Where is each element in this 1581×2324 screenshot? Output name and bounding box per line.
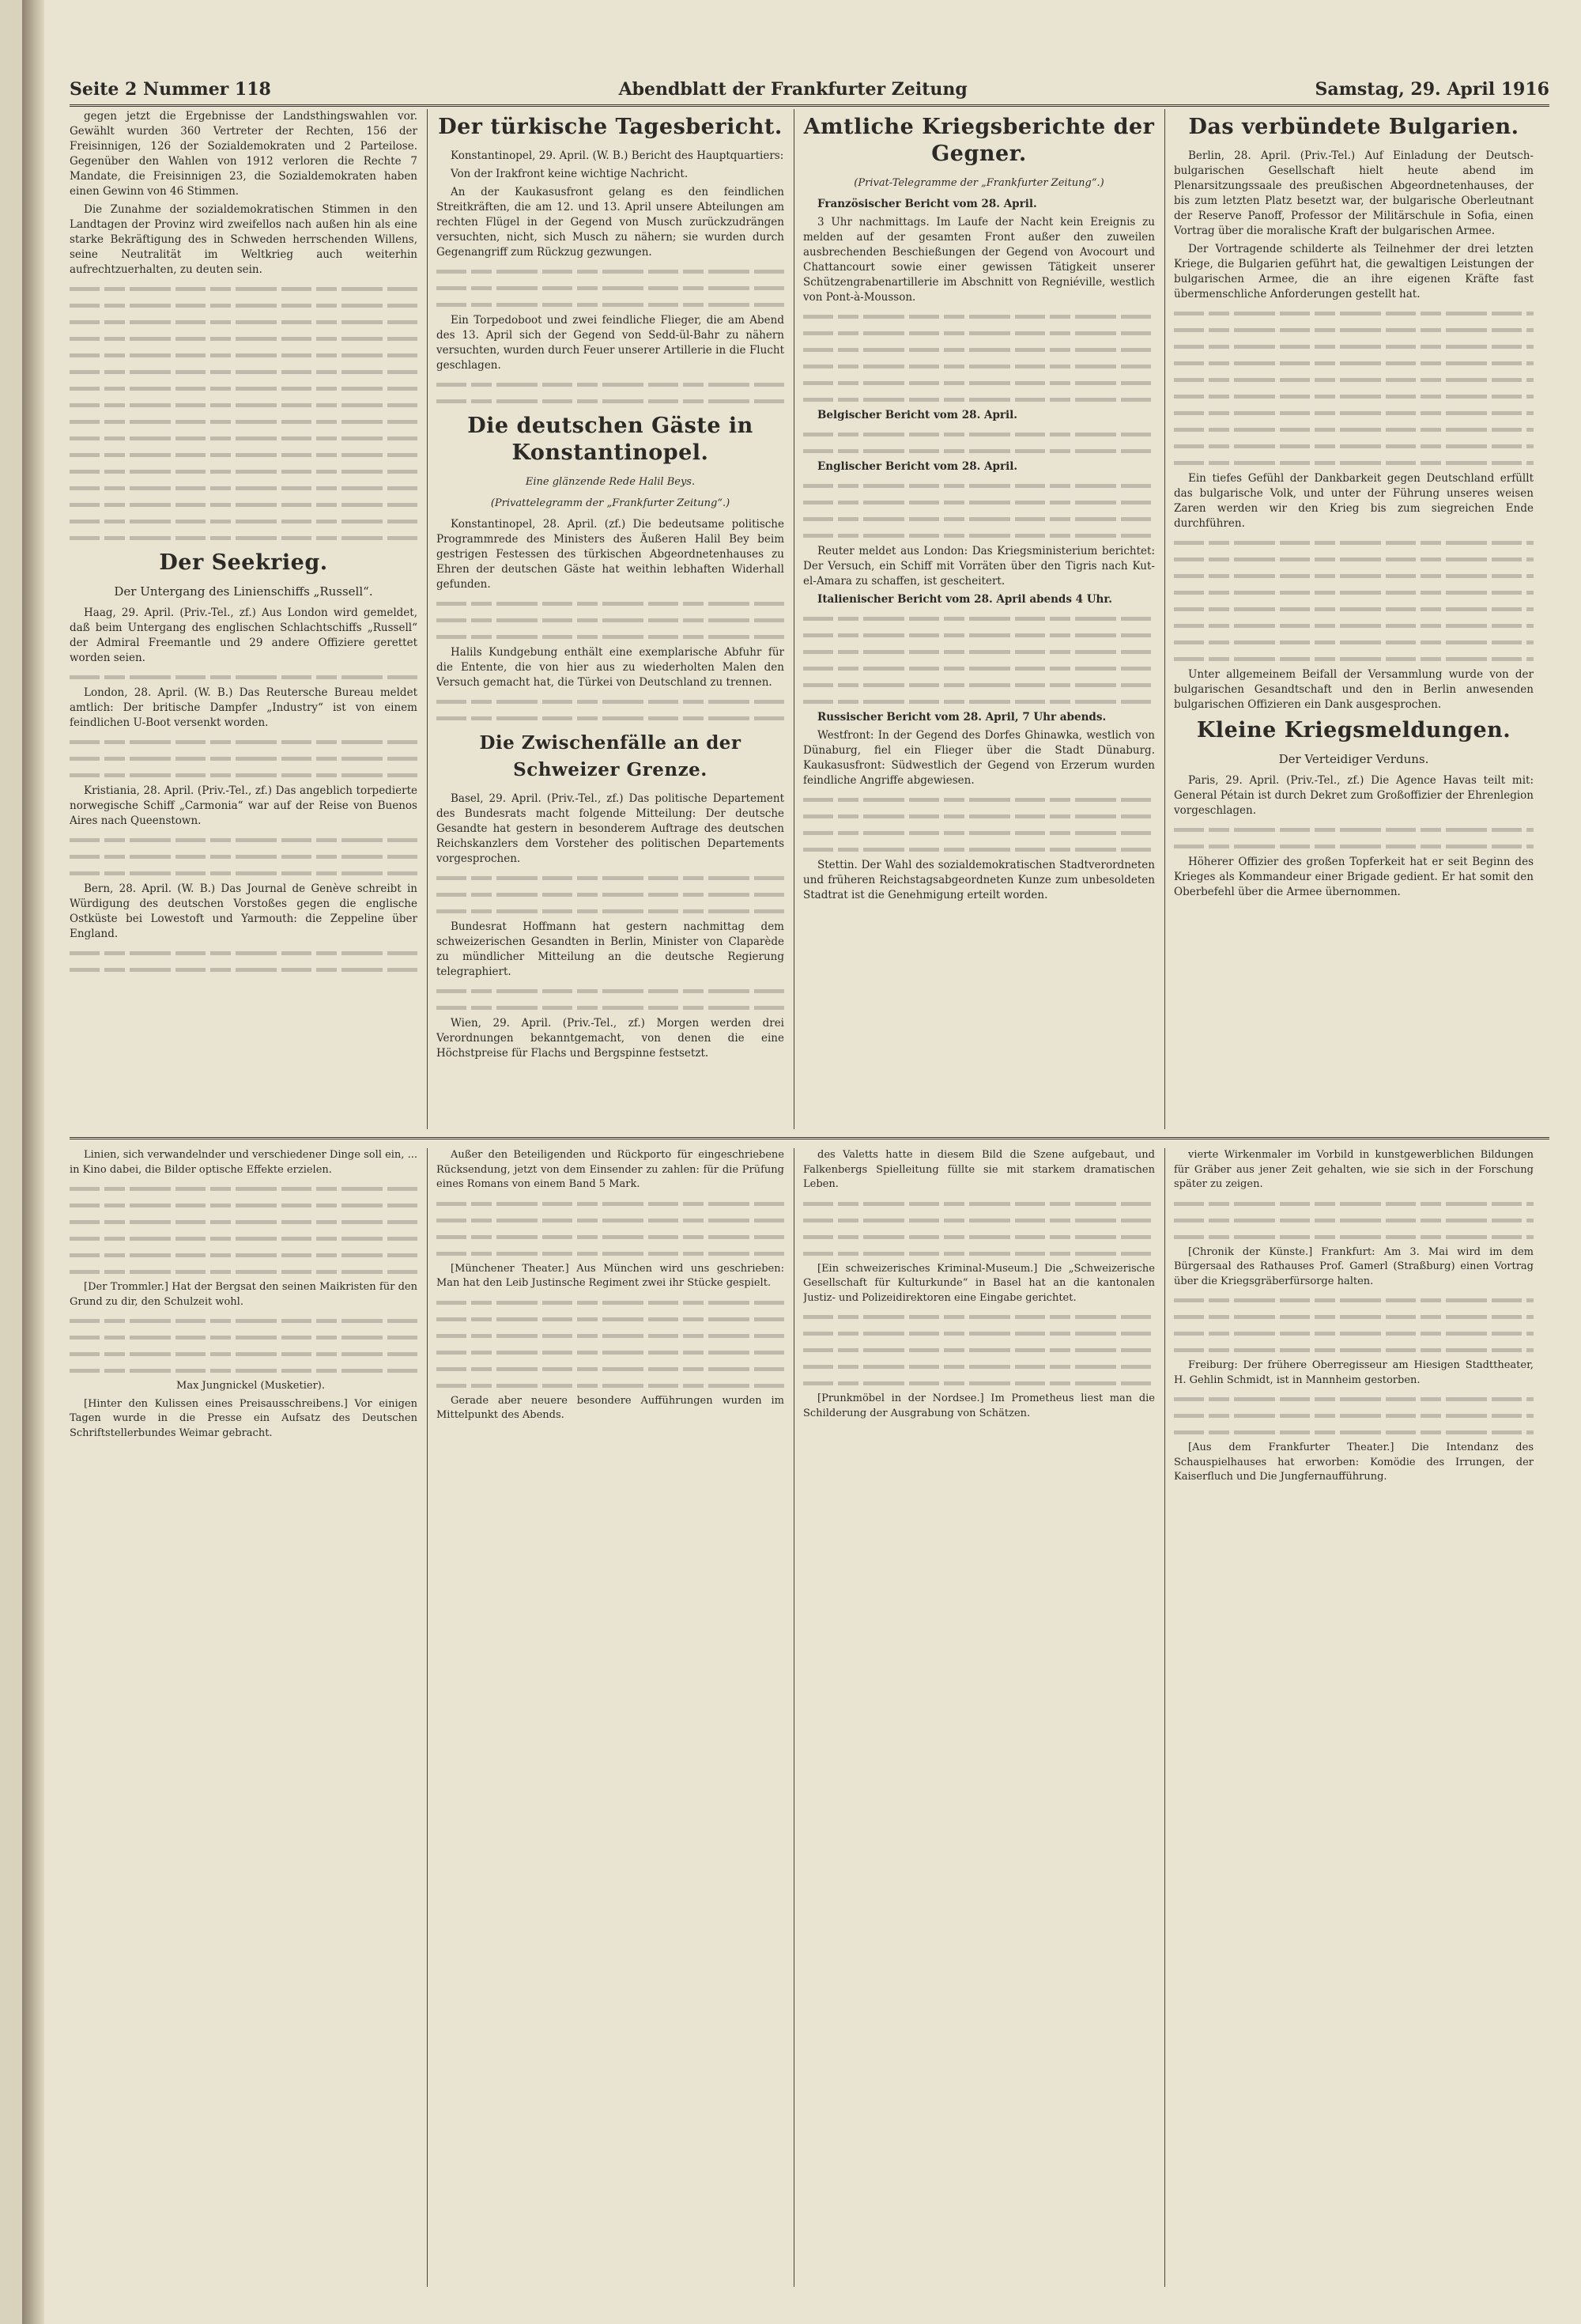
text-lines bbox=[436, 870, 784, 885]
text-lines bbox=[70, 734, 417, 749]
feuilleton-byline: Max Jungnickel (Musketier). bbox=[176, 1380, 325, 1392]
section-subheading: Eine glänzende Rede Halil Beys. bbox=[525, 476, 696, 488]
text-lines bbox=[436, 1328, 784, 1343]
text-lines bbox=[436, 903, 784, 918]
text-lines bbox=[803, 342, 1155, 357]
text-lines bbox=[1174, 421, 1534, 436]
text-lines bbox=[436, 1311, 784, 1326]
feuilleton-paragraph: [Hinter den Kulissen eines Preisausschreibens.] Vor einigen Tagen wurde in die Presse ein Aufsatz des Deutschen Schriftstellerbundes Weimar gebracht. bbox=[70, 1397, 417, 1439]
report-dateline: Englischer Bericht vom 28. April. bbox=[817, 460, 1018, 473]
text-lines bbox=[803, 375, 1155, 390]
text-lines bbox=[1174, 305, 1534, 320]
text-lines bbox=[803, 825, 1155, 840]
text-lines bbox=[70, 865, 417, 880]
text-lines bbox=[803, 494, 1155, 509]
text-lines bbox=[70, 1197, 417, 1212]
text-lines bbox=[436, 1361, 784, 1376]
news-paragraph: Ein Torpedoboot und zwei feindliche Flieger, die am Abend des 13. April sich der Gegend von Sedd-ül-Bahr zu nähern versuchten, wurden durch Feuer unserer Artillerie in die Flucht geschlagen. bbox=[436, 314, 784, 372]
text-lines bbox=[70, 331, 417, 346]
news-paragraph: Konstantinopel, 28. April. (zf.) Die bedeutsame politische Programmrede des Ministers des Äußeren Halil Bey beim gestrigen Festessen des türkischen Abgeordnetenhauses zu Ehren der deutschen Gäste hat weithin lebhaften Widerhall gefunden. bbox=[436, 518, 784, 591]
column-rule bbox=[1164, 1148, 1165, 2287]
text-lines bbox=[803, 391, 1155, 406]
text-lines bbox=[70, 1214, 417, 1229]
text-lines bbox=[70, 1329, 417, 1344]
column-4 bbox=[1174, 109, 1534, 1129]
feuilleton-paragraph: [Prunkmöbel in der Nordsee.] Im Prometheus liest man die Schilderung der Ausgrabung von Schätzen. bbox=[803, 1393, 1155, 1419]
text-lines bbox=[436, 1294, 784, 1309]
text-lines bbox=[1174, 822, 1534, 837]
news-paragraph: Bundesrat Hoffmann hat gestern nachmittag dem schweizerischen Gesandten in Berlin, Minister von Claparède zu mündlicher Mitteilung an die deutsche Regierung telegraphiert. bbox=[436, 920, 784, 978]
section-heading-tuerkisch: Der türkische Tagesbericht. bbox=[438, 115, 783, 139]
text-lines bbox=[1174, 322, 1534, 337]
text-lines bbox=[70, 1264, 417, 1279]
text-lines bbox=[70, 530, 417, 545]
column-rule bbox=[1164, 109, 1165, 1129]
feuilleton-paragraph: Gerade aber neuere besondere Aufführungen wurden im Mittelpunkt des Abends. bbox=[436, 1394, 784, 1421]
text-lines bbox=[436, 263, 784, 278]
text-lines bbox=[70, 1313, 417, 1328]
news-paragraph: Unter allgemeinem Beifall der Versammlung wurde von der bulgarischen Gesandtschaft und den in Berlin anwesenden bulgarischen Offizieren ein Dank ausgesprochen. bbox=[1174, 668, 1534, 711]
text-lines bbox=[803, 1309, 1155, 1324]
text-lines bbox=[436, 1212, 784, 1227]
text-lines bbox=[1174, 1229, 1534, 1244]
column-rule bbox=[427, 1148, 428, 2287]
text-lines bbox=[70, 1181, 417, 1196]
text-lines bbox=[70, 380, 417, 395]
text-lines bbox=[1174, 355, 1534, 370]
feuilleton-paragraph: [Chronik der Künste.] Frankfurt: Am 3. Mai wird im dem Bürgersaal des Rathauses Prof. Gamerl (Straßburg) einen Vortrag über die Kriegsgräberfürsorge halten. bbox=[1174, 1245, 1534, 1287]
text-lines bbox=[70, 1230, 417, 1245]
text-lines bbox=[436, 297, 784, 312]
section-heading-gegner: Amtliche Kriegsberichte der Gegner. bbox=[803, 115, 1155, 166]
text-lines bbox=[436, 612, 784, 627]
text-lines bbox=[436, 1377, 784, 1393]
section-subheading: Der Verteidiger Verduns. bbox=[1278, 752, 1429, 766]
text-lines bbox=[803, 1229, 1155, 1244]
text-lines bbox=[70, 447, 417, 462]
intro-paragraph: Die Zunahme der sozialdemokratischen Stimmen in den Landtagen der Provinz wird zweifellos nach außen hin als eine starke Bekräftigung des in Schweden herrschenden Willens, seine Neutralität im Weltkrieg auch weiterhin aufrechtzuerhalten, zu deuten sein. bbox=[70, 203, 417, 276]
text-lines bbox=[70, 281, 417, 296]
text-lines bbox=[70, 750, 417, 765]
text-lines bbox=[803, 610, 1155, 625]
feuilleton-paragraph: des Valetts hatte in diesem Bild die Szene aufgebaut, und Falkenbergs Spielleitung füllte sie mit starkem dramatischen Leben. bbox=[803, 1149, 1155, 1190]
news-paragraph: Stettin. Der Wahl des sozialdemokratischen Stadtverordneten und früheren Reichstagsabgeordneten Kunze zum unbesoldeten Stadtrat ist die Genehmigung erteilt worden. bbox=[803, 859, 1155, 901]
text-lines bbox=[436, 629, 784, 644]
text-lines bbox=[1174, 405, 1534, 420]
news-paragraph: Halils Kundgebung enthält eine exemplarische Abfuhr für die Entente, die von hier aus zu wiederholten Malen den Versuch gemacht hat, die Türkei von Deutschland zu trennen. bbox=[436, 646, 784, 689]
text-lines bbox=[436, 393, 784, 408]
text-lines bbox=[803, 1342, 1155, 1357]
credit-line: (Privattelegramm der „Frankfurter Zeitung“.) bbox=[490, 497, 730, 509]
text-lines bbox=[803, 660, 1155, 675]
text-lines bbox=[803, 1196, 1155, 1211]
text-lines bbox=[70, 832, 417, 847]
text-lines bbox=[436, 595, 784, 610]
text-lines bbox=[803, 478, 1155, 493]
text-lines bbox=[436, 376, 784, 391]
news-paragraph: Basel, 29. April. (Priv.-Tel., zf.) Das politische Departement des Bundesrats macht folgende Mitteilung: Der deutsche Gesandte hat gestern in besonderem Auftrage des deutschen Reichskanzlers dem Vorsteher des politischen Departements vorgesprochen. bbox=[436, 792, 784, 865]
section-subheading: Der Untergang des Linienschiffs „Russell“. bbox=[114, 584, 373, 599]
text-lines bbox=[70, 962, 417, 977]
text-lines bbox=[1174, 838, 1534, 853]
text-lines bbox=[70, 945, 417, 960]
text-lines bbox=[70, 1346, 417, 1361]
feuilleton-paragraph: [Der Trommler.] Hat der Bergsat den seinen Maikristen für den Grund zu dir, den Schulzeit wohl. bbox=[70, 1281, 417, 1308]
text-lines bbox=[803, 1359, 1155, 1374]
news-paragraph: Ein tiefes Gefühl der Dankbarkeit gegen Deutschland erfüllt das bulgarische Volk, und unter der Führung unseres weisen Zaren werden wir den Krieg bis zum siegreichen Ende durchführen. bbox=[1174, 472, 1534, 530]
news-paragraph: Konstantinopel, 29. April. (W. B.) Bericht des Hauptquartiers: bbox=[451, 149, 784, 162]
text-lines bbox=[1174, 634, 1534, 649]
text-lines bbox=[436, 1344, 784, 1359]
section-heading-schweiz: Die Zwischenfälle an der Schweizer Grenze. bbox=[479, 732, 741, 780]
section-heading-bulgarien: Das verbündete Bulgarien. bbox=[1188, 115, 1519, 139]
column-rule bbox=[427, 109, 428, 1129]
text-lines bbox=[803, 308, 1155, 323]
text-lines bbox=[1174, 1408, 1534, 1423]
text-lines bbox=[1174, 568, 1534, 583]
news-paragraph: Paris, 29. April. (Priv.-Tel., zf.) Die Agence Havas teilt mit: General Pétain ist durch Dekret zum Großoffizier der Ehrenlegion vorgeschlagen. bbox=[1174, 774, 1534, 817]
feuilleton-column-1 bbox=[70, 1148, 417, 2287]
text-lines bbox=[70, 414, 417, 429]
feuilleton-paragraph: Außer den Beteiligenden und Rückporto für eingeschriebene Rücksendung, jetzt von dem Einsender zu zahlen: für die Prüfung eines Romans von einem Band 5 Mark. bbox=[436, 1149, 784, 1190]
text-lines bbox=[1174, 388, 1534, 403]
text-lines bbox=[803, 1245, 1155, 1260]
text-lines bbox=[1174, 455, 1534, 470]
text-lines bbox=[436, 886, 784, 901]
news-paragraph: Berlin, 28. April. (Priv.-Tel.) Auf Einladung der Deutsch-bulgarischen Gesellschaft hielt heute abend im Plenarsitzungssaale des preußischen Abgeordnetenhauses, der bis zum letzten Platz besetzt war, der bulgarische Oberleutnant der Reserve Panoff, Professor der Militärschule in Sofia, einen Vortrag über die moralische Kraft der bulgarischen Armee. bbox=[1174, 149, 1534, 237]
news-paragraph: Der Vortragende schilderte als Teilnehmer der drei letzten Kriege, die Bulgarien geführt hat, die gewaltigen Leistungen der bulgarischen Armee, die an ihre eigenen Kräfte fast übermenschliche Anforderungen gestellt hat. bbox=[1174, 243, 1534, 300]
text-lines bbox=[70, 430, 417, 445]
column-3 bbox=[803, 109, 1155, 1129]
header-date: Samstag, 29. April 1916 bbox=[1315, 79, 1549, 100]
text-lines bbox=[1174, 1391, 1534, 1406]
text-lines bbox=[70, 1362, 417, 1377]
text-lines bbox=[803, 677, 1155, 692]
news-paragraph: An der Kaukasusfront gelang es den feindlichen Streitkräften, die am 12. und 13. April unsere Abteilungen am rechten Flügel in der Gegend von Musch zurückzudrängen versuchten, nicht, sich Musch zu nähern; sie wurden durch Gegenangriff zum Rückzug gezwungen. bbox=[436, 186, 784, 259]
text-lines bbox=[803, 808, 1155, 823]
text-lines bbox=[436, 710, 784, 725]
text-lines bbox=[436, 693, 784, 709]
text-lines bbox=[70, 669, 417, 684]
report-dateline: Russischer Bericht vom 28. April, 7 Uhr abends. bbox=[817, 711, 1107, 724]
feuilleton-paragraph: Linien, sich verwandelnder und verschiedener Dinge soll ein, ... in Kino dabei, die Bilder optische Effekte erzielen. bbox=[70, 1149, 417, 1176]
text-lines bbox=[436, 1245, 784, 1260]
text-lines bbox=[803, 511, 1155, 526]
text-lines bbox=[70, 513, 417, 528]
text-lines bbox=[70, 480, 417, 495]
text-lines bbox=[803, 644, 1155, 659]
text-lines bbox=[436, 1196, 784, 1211]
text-lines bbox=[70, 297, 417, 312]
text-lines bbox=[1174, 1325, 1534, 1340]
report-dateline: Belgischer Bericht vom 28. April. bbox=[817, 409, 1017, 421]
text-lines bbox=[436, 280, 784, 295]
text-lines bbox=[1174, 1292, 1534, 1307]
text-lines bbox=[70, 848, 417, 863]
text-lines bbox=[70, 397, 417, 412]
news-paragraph: Haag, 29. April. (Priv.-Tel., zf.) Aus London wird gemeldet, daß beim Untergang des englischen Schlachtschiffs „Russell“ der Admiral Freemantle und 29 andere Offiziere gerettet worden seien. bbox=[70, 607, 417, 664]
text-lines bbox=[1174, 1196, 1534, 1211]
book-binding-edge bbox=[22, 0, 44, 2324]
column-2 bbox=[436, 109, 784, 1129]
report-dateline: Italienischer Bericht vom 28. April abends 4 Uhr. bbox=[817, 593, 1112, 606]
news-paragraph: Bern, 28. April. (W. B.) Das Journal de Genève schreibt in Würdigung des deutschen Vorstoßes gegen die englische Ostküste bei Lowestoft und Yarmouth: die Zeppeline über England. bbox=[70, 882, 417, 940]
text-lines bbox=[803, 1375, 1155, 1390]
text-lines bbox=[436, 1000, 784, 1015]
text-lines bbox=[803, 527, 1155, 542]
credit-line: (Privat-Telegramme der „Frankfurter Zeitung“.) bbox=[854, 177, 1104, 189]
text-lines bbox=[1174, 1309, 1534, 1324]
header-page-number: Seite 2 Nummer 118 bbox=[70, 79, 271, 100]
text-lines bbox=[803, 693, 1155, 709]
feuilleton-column-3 bbox=[803, 1148, 1155, 2287]
section-heading-kleine: Kleine Kriegsmeldungen. bbox=[1196, 718, 1511, 743]
text-lines bbox=[803, 792, 1155, 807]
text-lines bbox=[436, 1229, 784, 1244]
text-lines bbox=[1174, 1342, 1534, 1357]
feuilleton-paragraph: [Aus dem Frankfurter Theater.] Die Intendanz des Schauspielhauses hat erworben: Komödie des Irrungen, der Kaiserfluch und Die Jungfernaufführung. bbox=[1174, 1442, 1534, 1483]
newspaper-page bbox=[22, 0, 1581, 2324]
text-lines bbox=[70, 1247, 417, 1262]
news-paragraph: Reuter meldet aus London: Das Kriegsministerium berichtet: Der Versuch, ein Schiff mit Vorräten über den Tigris nach Kut-el-Amara zu schaffen, ist gescheitert. bbox=[803, 545, 1155, 588]
news-paragraph: Höherer Offizier des großen Topferkeit hat er seit Beginn des Krieges als Kommandeur einer Brigade gedient. Er hat somit den Oberbefehl über die Armee übernommen. bbox=[1174, 856, 1534, 898]
text-lines bbox=[1174, 338, 1534, 353]
text-lines bbox=[803, 1325, 1155, 1340]
text-lines bbox=[70, 347, 417, 362]
news-paragraph: Westfront: In der Gegend des Dorfes Ghinawka, westlich von Dünaburg, fiel ein Flieger über die Stadt Dünaburg. Kaukasusfront: Südwestlich der Gegend von Erzerum wurden feindliche Angriffe abgewiesen. bbox=[803, 729, 1155, 787]
text-lines bbox=[1174, 618, 1534, 633]
feuilleton-column-4 bbox=[1174, 1148, 1534, 2287]
news-paragraph: London, 28. April. (W. B.) Das Reutersche Bureau meldet amtlich: Der britische Dampfer „Industry“ ist von einem feindlichen U-Boot versenkt worden. bbox=[70, 686, 417, 729]
text-lines bbox=[1174, 601, 1534, 616]
text-lines bbox=[436, 983, 784, 998]
header-masthead: Abendblatt der Frankfurter Zeitung bbox=[618, 79, 968, 100]
feuilleton-paragraph: [Ein schweizerisches Kriminal-Museum.] Die „Schweizerische Gesellschaft für Kulturkunde“ in Basel hat an die kantonalen Justiz- und Polizeidirektoren eine Eingabe gerichtet. bbox=[803, 1262, 1155, 1304]
text-lines bbox=[1174, 535, 1534, 550]
news-paragraph: Von der Irakfront keine wichtige Nachricht. bbox=[451, 168, 689, 180]
text-lines bbox=[803, 443, 1155, 458]
section-heading-seekrieg: Der Seekrieg. bbox=[159, 550, 328, 575]
text-lines bbox=[1174, 372, 1534, 387]
text-lines bbox=[1174, 584, 1534, 599]
intro-paragraph: gegen jetzt die Ergebnisse der Landsthingswahlen vor. Gewählt wurden 360 Vertreter der Rechten, 156 der Freisinnigen, 126 der Sozialdemokraten und 2 Parteilose. Gegenüber den Wahlen von 1912 verloren die Rechte 7 Mandate, die Freisinnigen 23, die Sozialdemokraten haben einen Gewinn von 46 Stimmen. bbox=[70, 110, 417, 198]
text-lines bbox=[70, 364, 417, 379]
report-dateline: Französischer Bericht vom 28. April. bbox=[817, 198, 1037, 210]
page-header bbox=[70, 68, 1549, 107]
news-paragraph: 3 Uhr nachmittags. Im Laufe der Nacht kein Ereignis zu melden auf der gesamten Front außer den zuweilen ausbrechenden Beschießungen der Gegend von Avocourt und Chattancourt sowie einer gewissen Tätigkeit unserer Schützengrabenartillerie im Abschnitt von Regniéville, westlich von Pont-à-Mousson. bbox=[803, 216, 1155, 304]
text-lines bbox=[1174, 651, 1534, 666]
section-heading-gaeste: Die deutschen Gäste in Konstantinopel. bbox=[467, 414, 753, 465]
feuilleton-paragraph: [Münchener Theater.] Aus München wird uns geschrieben: Man hat den Leib Justinsche Regiment zwei ihr Stücke gespielt. bbox=[436, 1262, 784, 1289]
text-lines bbox=[803, 627, 1155, 642]
feuilleton-divider bbox=[70, 1137, 1549, 1142]
text-lines bbox=[1174, 1424, 1534, 1439]
text-lines bbox=[1174, 1212, 1534, 1227]
feuilleton-paragraph: Freiburg: Der frühere Oberregisseur am Hiesigen Stadttheater, H. Gehlin Schmidt, ist in Mannheim gestorben. bbox=[1174, 1359, 1534, 1386]
feuilleton-paragraph: vierte Wirkenmaler im Vorbild in kunstgewerblichen Bildungen für Gräber aus jener Zeit gehalten, wie sie sich in der Forschung später zu zeigen. bbox=[1174, 1149, 1534, 1190]
text-lines bbox=[803, 358, 1155, 373]
text-lines bbox=[803, 325, 1155, 340]
text-lines bbox=[803, 1212, 1155, 1227]
feuilleton-column-2 bbox=[436, 1148, 784, 2287]
news-paragraph: Wien, 29. April. (Priv.-Tel., zf.) Morgen werden drei Verordnungen bekanntgemacht, von denen die eine Höchstpreise für Flachs und Bergspinne festsetzt. bbox=[436, 1017, 784, 1060]
text-lines bbox=[70, 767, 417, 782]
text-lines bbox=[70, 463, 417, 478]
text-lines bbox=[803, 426, 1155, 441]
text-lines bbox=[803, 841, 1155, 856]
text-lines bbox=[1174, 438, 1534, 453]
text-lines bbox=[70, 497, 417, 512]
news-paragraph: Kristiania, 28. April. (Priv.-Tel., zf.) Das angeblich torpedierte norwegische Schiff „Carmonia“ war auf der Reise von Buenos Aires nach Queenstown. bbox=[70, 784, 417, 827]
text-lines bbox=[1174, 551, 1534, 566]
column-1 bbox=[70, 109, 417, 1129]
text-lines bbox=[70, 314, 417, 329]
